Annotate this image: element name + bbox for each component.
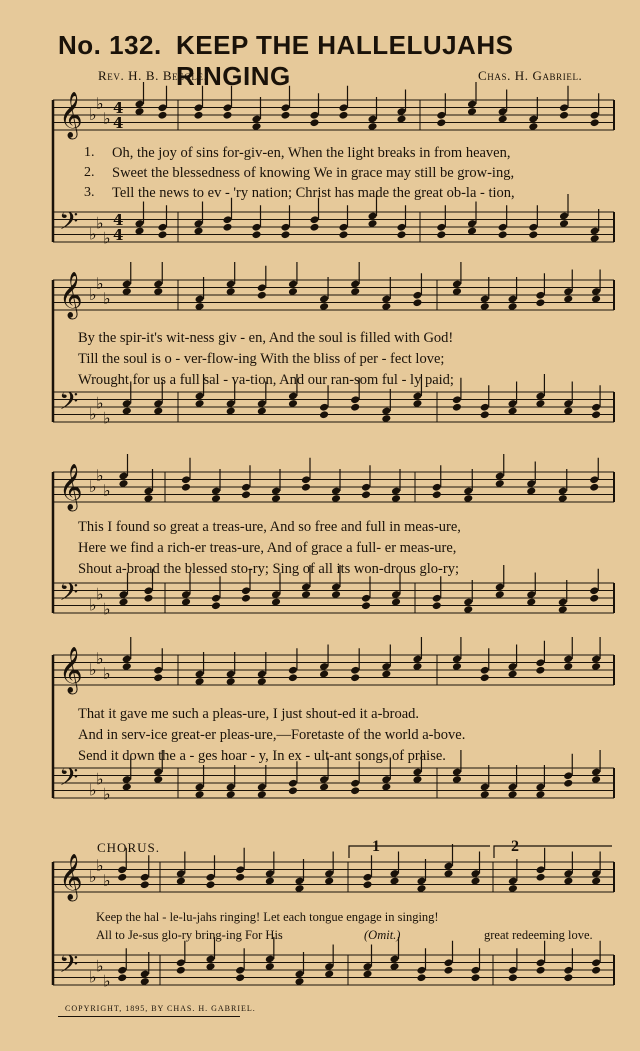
note-head	[470, 973, 480, 982]
flat-icon: ♭	[96, 648, 104, 668]
flat-icon: ♭	[103, 108, 111, 128]
flat-icon: ♭	[103, 784, 111, 804]
flat-icon: ♭	[103, 288, 111, 308]
note-head	[416, 973, 426, 982]
flat-icon: ♭	[96, 855, 104, 875]
note-head	[350, 673, 360, 682]
flat-icon: ♭	[96, 465, 104, 485]
copyright-notice: COPYRIGHT, 1895, BY CHAS. H. GABRIEL.	[65, 1004, 256, 1013]
lyric-line: And in serv-ice great-er pleas-ure,—Foretaste of the world a-bove.	[78, 727, 466, 743]
lyric-line: Wrought for us a full sal - va-tion, And our ran-som ful - ly paid;	[78, 372, 454, 388]
verse-number: 1.	[84, 145, 95, 160]
note-head	[143, 594, 153, 603]
note-head	[432, 601, 442, 610]
note-head	[241, 490, 251, 499]
note-head	[117, 873, 127, 882]
note-head	[338, 230, 348, 239]
lyric-line: Oh, the joy of sins for-giv-en, When the light breaks in from heaven,	[112, 145, 511, 161]
copyright-rule	[58, 1016, 240, 1017]
note-head	[319, 410, 329, 419]
note-head	[288, 786, 298, 795]
flat-icon: ♭	[89, 404, 97, 424]
flat-icon: ♭	[103, 480, 111, 500]
flat-icon: ♭	[96, 213, 104, 233]
note-head	[157, 111, 167, 120]
flat-icon: ♭	[89, 224, 97, 244]
note-head	[280, 111, 290, 120]
note-head	[412, 298, 422, 307]
flat-icon: ♭	[89, 660, 97, 679]
bass-staff	[53, 768, 614, 798]
note-head	[362, 880, 372, 889]
volta-second-ending: 2	[511, 838, 519, 855]
note-head	[257, 291, 267, 300]
verse-number: 3.	[84, 185, 95, 200]
note-head	[563, 973, 573, 982]
note-head	[452, 403, 462, 412]
flat-icon: ♭	[103, 870, 111, 890]
bass-clef-icon: 𝄢	[59, 763, 79, 798]
note-head	[211, 601, 221, 610]
treble-staff	[53, 280, 614, 310]
treble-staff	[53, 655, 614, 685]
note-head	[280, 230, 290, 239]
note-head	[361, 601, 371, 610]
hymn-number: No. 132.	[58, 30, 162, 60]
hymn-title: KEEP THE HALLELUJAHS RINGING	[176, 30, 514, 91]
note-head	[563, 779, 573, 788]
note-head	[176, 966, 186, 975]
note-head	[590, 118, 600, 127]
flat-icon: ♭	[96, 273, 104, 293]
note-head	[528, 230, 538, 239]
note-head	[205, 880, 215, 889]
note-head	[235, 973, 245, 982]
lyric-line: That it gave me such a pleas-ure, I just shout-ed it a-broad.	[78, 706, 420, 722]
note-head	[536, 873, 546, 882]
volta-first-ending: 1	[372, 838, 380, 855]
note-head	[140, 880, 150, 889]
note-head	[309, 223, 319, 232]
note-head	[508, 973, 518, 982]
note-head	[222, 111, 232, 120]
note-head	[535, 666, 545, 675]
volta-bracket-1	[349, 846, 490, 858]
bass-clef-icon: 𝄢	[59, 578, 79, 613]
chorus-lyric-line-1: Keep the hal - le-lu-jahs ringing! Let each tongue engage in singing!	[96, 910, 439, 924]
note-head	[591, 410, 601, 419]
note-head	[535, 298, 545, 307]
svg-text:4: 4	[113, 114, 124, 132]
author-credit: Rev. H. B. Beegle.	[98, 68, 208, 83]
treble-clef-icon: 𝄞	[59, 92, 83, 138]
chorus-lyric-line-2a: All to Je-sus glo-ry bring-ing For His	[96, 928, 283, 942]
note-head	[559, 111, 569, 120]
flat-icon: ♭	[89, 285, 97, 304]
treble-clef-icon: 𝄞	[59, 854, 83, 900]
note-head	[480, 410, 490, 419]
note-head	[436, 230, 446, 239]
note-head	[288, 673, 298, 682]
note-head	[350, 403, 360, 412]
treble-clef-icon: 𝄞	[59, 272, 83, 318]
composer-credit: Chas. H. Gabriel.	[478, 68, 583, 83]
treble-clef-icon: 𝄞	[59, 647, 83, 693]
note-head	[443, 966, 453, 975]
note-head	[591, 966, 601, 975]
flat-icon: ♭	[89, 595, 97, 615]
flat-icon: ♭	[89, 967, 97, 987]
flat-icon: ♭	[103, 599, 111, 619]
lyric-line: Till the soul is o - ver-flow-ing With the bliss of per - fect love;	[78, 351, 445, 367]
lyric-line: Tell the news to ev - 'ry nation; Christ has made the great ob-la - tion,	[112, 185, 515, 201]
note-head	[241, 594, 251, 603]
note-head	[309, 118, 319, 127]
flat-icon: ♭	[89, 867, 97, 886]
bass-clef-icon: 𝄢	[59, 207, 79, 242]
note-head	[251, 230, 261, 239]
bass-clef-icon: 𝄢	[59, 387, 79, 422]
flat-icon: ♭	[89, 477, 97, 496]
flat-icon: ♭	[89, 105, 97, 124]
treble-clef-icon: 𝄞	[59, 464, 83, 510]
note-head	[396, 230, 406, 239]
lyric-line: Sweet the blessedness of knowing We in grace may still be grow-ing,	[112, 165, 515, 181]
lyric-line: Send it down the a - ges hoar - y, In ex - ult-ant songs of praise.	[78, 748, 446, 764]
flat-icon: ♭	[96, 393, 104, 413]
note-head	[193, 111, 203, 120]
verse-number: 2.	[84, 165, 95, 180]
note-head	[235, 873, 245, 882]
svg-text:4: 4	[113, 211, 124, 229]
flat-icon: ♭	[103, 663, 111, 683]
note-head	[361, 490, 371, 499]
svg-text:4: 4	[113, 99, 124, 117]
lyric-line: By the spir-it's wit-ness giv - en, And the soul is filled with God!	[78, 330, 454, 346]
note-head	[222, 223, 232, 232]
lyric-line: Shout a-broad the blessed sto-ry; Sing of all its won-drous glo-ry;	[78, 561, 459, 577]
note-head	[153, 673, 163, 682]
note-head	[432, 490, 442, 499]
chorus-label: CHORUS.	[97, 840, 160, 855]
bass-staff	[53, 392, 614, 422]
flat-icon: ♭	[103, 971, 111, 991]
note-head	[117, 973, 127, 982]
note-head	[498, 230, 508, 239]
flat-icon: ♭	[96, 769, 104, 789]
lyric-line: Here we find a rich-er treas-ure, And of grace a full- er meas-ure,	[78, 540, 457, 556]
note-head	[301, 483, 311, 492]
note-head	[536, 966, 546, 975]
note-head	[589, 483, 599, 492]
chorus-omit-marker: (Omit.)	[364, 928, 401, 942]
flat-icon: ♭	[103, 228, 111, 248]
note-head	[436, 118, 446, 127]
note-head	[589, 594, 599, 603]
flat-icon: ♭	[96, 93, 104, 113]
bass-clef-icon: 𝄢	[59, 950, 79, 985]
note-head	[480, 673, 490, 682]
svg-text:4: 4	[113, 226, 124, 244]
flat-icon: ♭	[96, 584, 104, 604]
flat-icon: ♭	[96, 956, 104, 976]
flat-icon: ♭	[103, 408, 111, 428]
note-head	[350, 786, 360, 795]
chorus-lyric-line-2b: great redeeming love.	[484, 928, 593, 942]
note-head	[338, 111, 348, 120]
note-head	[181, 483, 191, 492]
note-head	[157, 230, 167, 239]
lyric-line: This I found so great a treas-ure, And so free and full in meas-ure,	[78, 519, 461, 535]
flat-icon: ♭	[89, 780, 97, 800]
